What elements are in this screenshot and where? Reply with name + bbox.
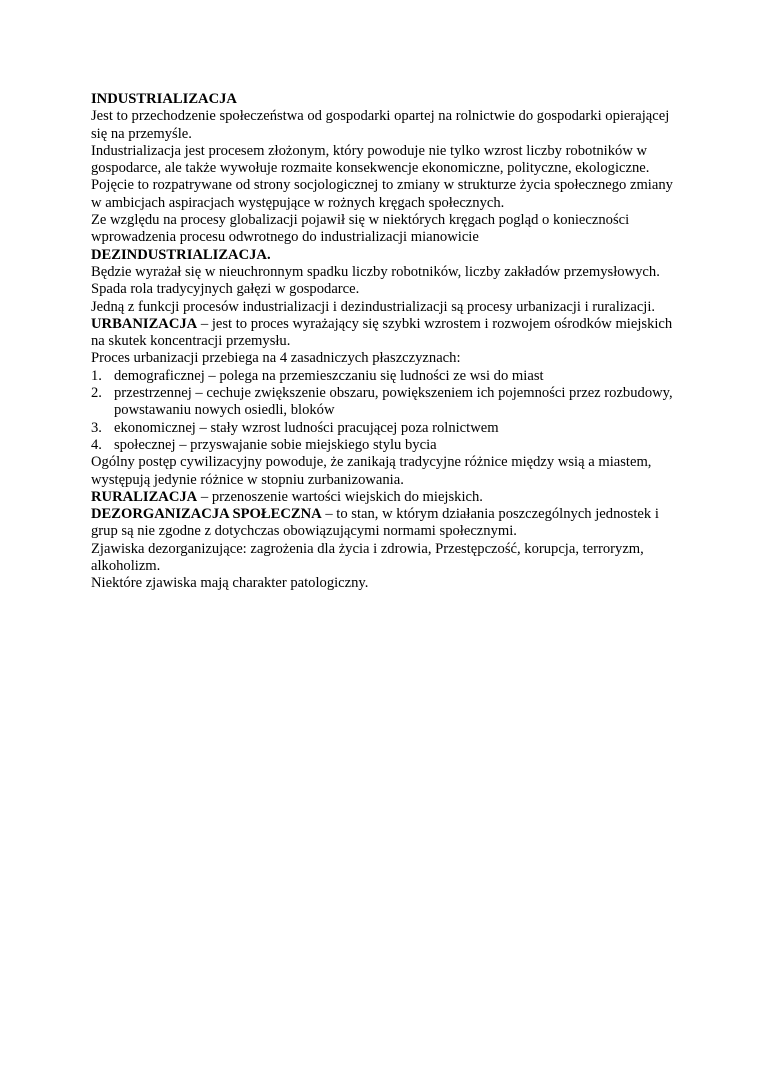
definition-ruralizacja bbox=[91, 489, 681, 506]
paragraph: Pojęcie to rozpatrywane od strony socjologicznej to zmiany w strukturze życia społecznego zmiany w ambicjach aspiracjach występujące w rożnych kręgach społecznych. bbox=[91, 177, 673, 211]
urbanization-planes-list bbox=[91, 368, 681, 454]
definition-dezorganizacja bbox=[91, 506, 681, 541]
definition-text: – to stan, w którym działania poszczególnych jednostek i grup są nie zgodne z dotychczas obowiązującymi normami społecznymi. bbox=[91, 506, 659, 540]
paragraph: Proces urbanizacji przebiega na 4 zasadniczych płaszczyznach: bbox=[91, 350, 461, 367]
definition-urbanizacja bbox=[91, 316, 681, 351]
list-item: 3. ekonomicznej – stały wzrost ludności pracującej poza rolnictwem bbox=[91, 419, 499, 436]
list-item: 1. demograficznej – polega na przemieszczaniu się ludności ze wsi do miast bbox=[91, 367, 544, 384]
term: DEZORGANIZACJA SPOŁECZNA bbox=[91, 506, 322, 523]
paragraph: Zjawiska dezorganizujące: zagrożenia dla życia i zdrowia, Przestępczość, korupcja, terroryzm, alkoholizm. bbox=[91, 540, 644, 575]
definition-text: – przenoszenie wartości wiejskich do miejskich. bbox=[197, 488, 483, 505]
heading-dezindustrializacja: DEZINDUSTRIALIZACJA. bbox=[91, 246, 271, 263]
paragraph: Jest to przechodzenie społeczeństwa od gospodarki opartej na rolnictwie do gospodarki opierającej się na przemyśle. bbox=[91, 108, 670, 142]
list-item: 2. przestrzennej – cechuje zwiększenie obszaru, powiększeniem ich pojemności przez rozbudowy, powstawaniu nowych osiedli, bloków bbox=[91, 385, 673, 419]
definition-text: – jest to proces wyrażający się szybki wzrostem i rozwojem ośrodków miejskich na skutek koncentracji przemysłu. bbox=[91, 315, 673, 350]
list-item: 4. społecznej – przyswajanie sobie miejskiego stylu bycia bbox=[91, 436, 437, 453]
paragraph: Ze względu na procesy globalizacji pojawił się w niektórych kręgach pogląd o konieczności wprowadzenia procesu odwrotnego do industrializacji mianowicie bbox=[91, 212, 630, 246]
paragraph: Industrializacja jest procesem złożonym, który powoduje nie tylko wzrost liczby robotników w gospodarce, ale także wywołuje rozmaite konsekwencje ekonomiczne, polityczne, ekologiczne. bbox=[91, 142, 650, 177]
paragraph: Ogólny postęp cywilizacyjny powoduje, że zanikają tradycyjne różnice między wsią a miastem, występują jedynie różnice w stopniu zurbanizowania. bbox=[91, 454, 652, 488]
paragraph: Jedną z funkcji procesów industrializacji i dezindustrializacji są procesy urbanizacji i ruralizacji. bbox=[91, 298, 656, 315]
paragraph: Niektóre zjawiska mają charakter patologiczny. bbox=[91, 575, 369, 592]
document-body bbox=[91, 91, 681, 593]
paragraph: Będzie wyrażał się w nieuchronnym spadku liczby robotników, liczby zakładów przemysłowych. Spada rola tradycyjnych gałęzi w gospodarce. bbox=[91, 263, 660, 298]
heading-industrializacja: INDUSTRIALIZACJA bbox=[91, 91, 237, 107]
term: RURALIZACJA bbox=[91, 488, 198, 505]
term: URBANIZACJA bbox=[91, 315, 198, 332]
